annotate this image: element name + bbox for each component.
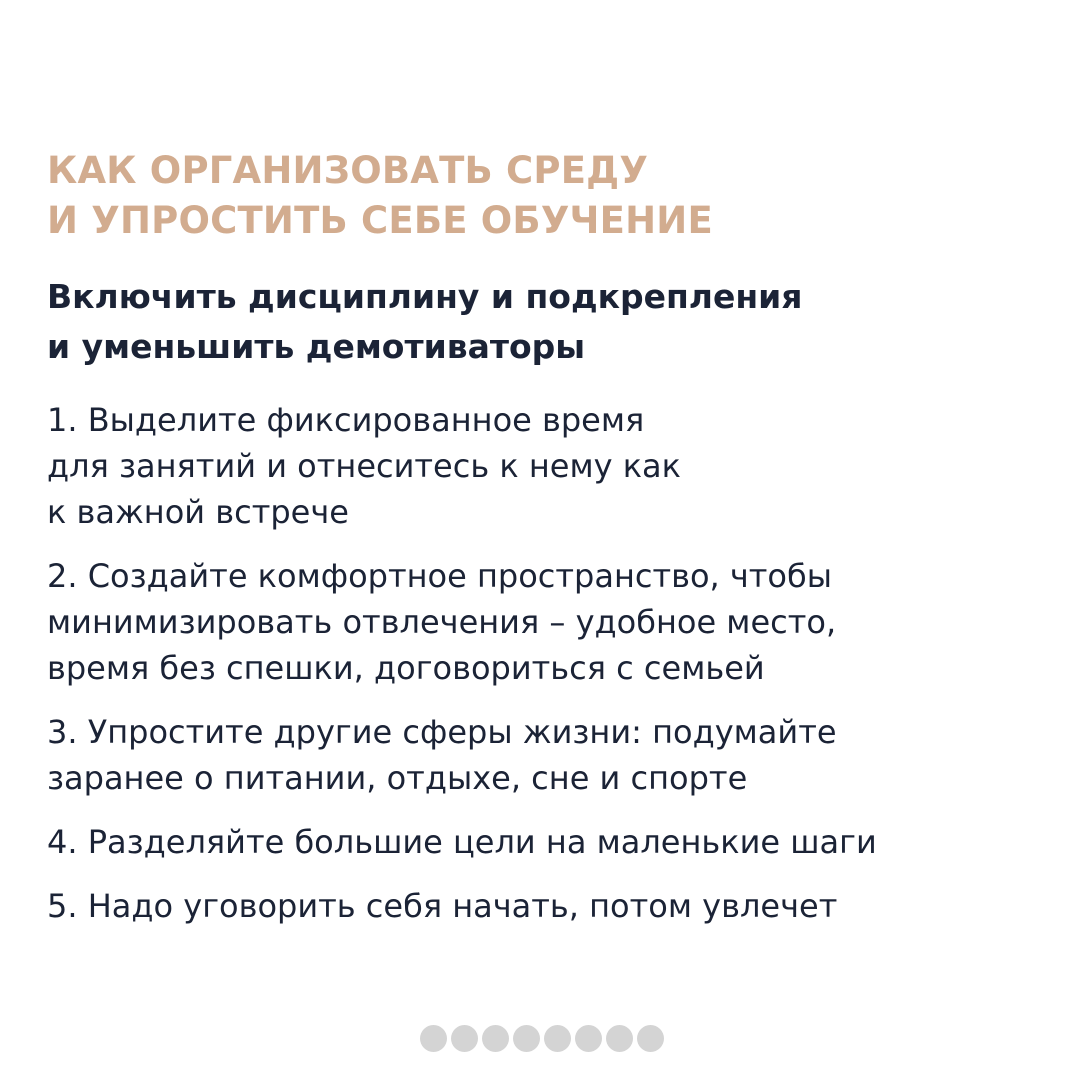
step-1-line-3: к важной встрече — [47, 493, 349, 531]
pagination-dot[interactable] — [451, 1025, 478, 1052]
pagination-dot[interactable] — [482, 1025, 509, 1052]
step-5-line-1: 5. Надо уговорить себя начать, потом увлечет — [47, 887, 838, 925]
heading-line-2: И УПРОСТИТЬ СЕБЕ ОБУЧЕНИЕ — [47, 199, 713, 242]
pagination-dots — [420, 1025, 664, 1052]
step-1-line-1: 1. Выделите фиксированное время — [47, 401, 645, 439]
step-3-line-1: 3. Упростите другие сферы жизни: подумайте — [47, 713, 837, 751]
pagination-dot[interactable] — [513, 1025, 540, 1052]
pagination-dot[interactable] — [637, 1025, 664, 1052]
step-3-line-2: заранее о питании, отдыхе, сне и спорте — [47, 759, 748, 797]
step-2 — [47, 553, 1057, 691]
slide-heading — [47, 146, 1027, 246]
slide-subheading — [47, 272, 1047, 372]
step-2-line-1: 2. Создайте комфортное пространство, чтобы — [47, 557, 832, 595]
step-1 — [47, 397, 1057, 535]
step-1-line-2: для занятий и отнеситесь к нему как — [47, 447, 681, 485]
step-2-line-2: минимизировать отвлечения – удобное место, — [47, 603, 837, 641]
pagination-dot[interactable] — [575, 1025, 602, 1052]
step-4-line-1: 4. Разделяйте большие цели на маленькие шаги — [47, 823, 877, 861]
step-2-line-3: время без спешки, договориться с семьей — [47, 649, 765, 687]
heading-line-1: КАК ОРГАНИЗОВАТЬ СРЕДУ — [47, 149, 649, 192]
pagination-dot[interactable] — [420, 1025, 447, 1052]
pagination-dot[interactable] — [544, 1025, 571, 1052]
step-5 — [47, 883, 1057, 929]
subheading-line-2: и уменьшить демотиваторы — [47, 327, 586, 366]
subheading-line-1: Включить дисциплину и подкрепления — [47, 277, 803, 316]
step-4 — [47, 819, 1057, 865]
step-3 — [47, 709, 1057, 801]
pagination-dot[interactable] — [606, 1025, 633, 1052]
steps-list — [47, 397, 1057, 947]
